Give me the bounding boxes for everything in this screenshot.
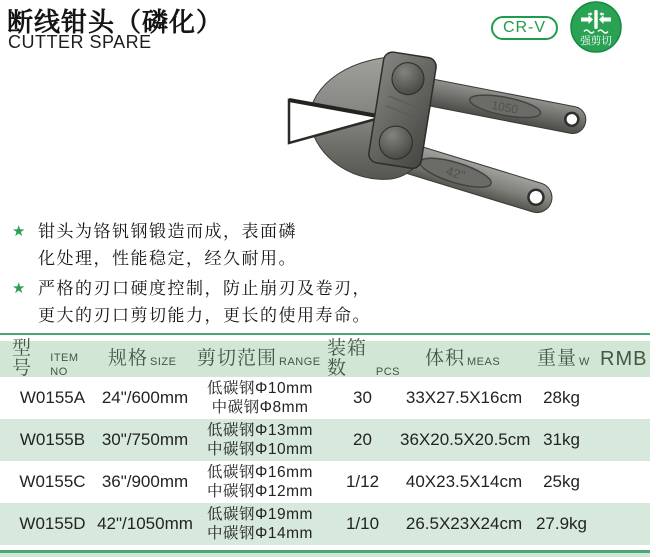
range-line: 中碳钢Φ12mm — [207, 483, 313, 500]
feature-line: 严格的刃口硬度控制，防止崩刃及卷刃， — [38, 279, 371, 298]
header-cn: 剪切范围 — [197, 348, 278, 369]
header-en: MEAS — [467, 356, 501, 368]
cell-range — [195, 379, 325, 417]
table-row — [0, 419, 650, 461]
feature-item — [10, 275, 430, 329]
cell-meas: 40X23.5X14cm — [405, 472, 523, 491]
cell-meas: 33X27.5X16cm — [405, 388, 523, 407]
bolt-cutter-head-image — [283, 48, 618, 220]
spec-table — [0, 333, 650, 557]
cell-item-no: W0155B — [19, 430, 86, 449]
range-line: 低碳钢Φ19mm — [207, 506, 313, 523]
range-line: 中碳钢Φ8mm — [211, 399, 309, 416]
cell-pcs: 1/12 — [345, 472, 380, 491]
cell-item-no: W0155C — [19, 472, 86, 491]
cell-pcs: 30 — [353, 388, 372, 407]
cell-size: 36"/900mm — [101, 472, 189, 491]
page-subtitle: CUTTER SPARE — [8, 32, 152, 52]
header-cn: RMB — [600, 348, 648, 370]
table-row — [0, 503, 650, 545]
table-header-row — [0, 338, 650, 379]
stamp-lower: 42" — [444, 163, 467, 184]
feature-line: 钳头为铬钒钢锻造而成，表面磷 — [38, 222, 297, 241]
star-icon: ★ — [12, 280, 26, 297]
cell-weight: 28kg — [543, 388, 580, 407]
cell-pcs: 20 — [353, 430, 372, 449]
range-line: 中碳钢Φ14mm — [207, 525, 313, 542]
cell-size: 24"/600mm — [101, 388, 189, 407]
page-title: 断线钳头（磷化） — [7, 7, 224, 37]
crv-label: CR-V — [502, 19, 547, 36]
feature-list — [10, 218, 430, 332]
range-line: 中碳钢Φ10mm — [207, 441, 313, 458]
table-row — [0, 461, 650, 503]
header-cn: 重量 — [537, 348, 578, 369]
header-en: SIZE — [150, 356, 177, 368]
cell-meas: 36X20.5X20.5cm — [400, 430, 531, 449]
cell-item-no: W0155A — [19, 388, 86, 407]
cell-range — [195, 463, 325, 501]
range-line: 低碳钢Φ10mm — [207, 380, 313, 397]
cell-range — [195, 421, 325, 459]
header-cn: 体积 — [425, 348, 466, 369]
strong-cut-seal-icon — [570, 1, 622, 53]
cell-pcs: 1/10 — [345, 514, 380, 533]
header-en: W — [579, 356, 590, 368]
cell-size: 30"/750mm — [101, 430, 189, 449]
header-en: PCS — [375, 366, 400, 378]
header-cn: 规格 — [108, 348, 149, 369]
header-en: RANGE — [279, 356, 321, 368]
cell-weight: 27.9kg — [535, 514, 588, 533]
header-weight — [528, 349, 595, 369]
cell-meas: 26.5X23X24cm — [405, 514, 523, 533]
feature-line: 化处理，性能稳定，经久耐用。 — [38, 249, 297, 268]
range-line: 低碳钢Φ16mm — [207, 464, 313, 481]
next-section-strip — [0, 553, 650, 557]
range-line: 低碳钢Φ13mm — [207, 422, 313, 439]
header-meas — [400, 349, 528, 369]
header-size — [95, 349, 195, 369]
header-item-no — [0, 339, 95, 379]
header-range — [195, 349, 325, 369]
header-en: ITEM NO — [50, 352, 79, 378]
cell-weight: 25kg — [543, 472, 580, 491]
feature-item — [10, 218, 430, 272]
cell-weight: 31kg — [543, 430, 580, 449]
seal-label: 强剪切 — [580, 35, 612, 47]
header-pcs — [325, 339, 400, 379]
feature-line: 更大的刃口剪切能力，更长的使用寿命。 — [38, 306, 371, 325]
header-cn: 型号 — [12, 338, 33, 379]
cell-range — [195, 505, 325, 543]
stamp-upper: 1050 — [490, 97, 520, 117]
header-cn: 装箱数 — [327, 338, 368, 379]
star-icon: ★ — [12, 223, 26, 240]
cell-size: 42"/1050mm — [97, 514, 193, 533]
crv-badge — [491, 16, 558, 40]
header-rmb — [595, 349, 650, 369]
table-row — [0, 377, 650, 419]
cell-item-no: W0155D — [19, 514, 86, 533]
strong-cut-seal — [570, 1, 622, 53]
